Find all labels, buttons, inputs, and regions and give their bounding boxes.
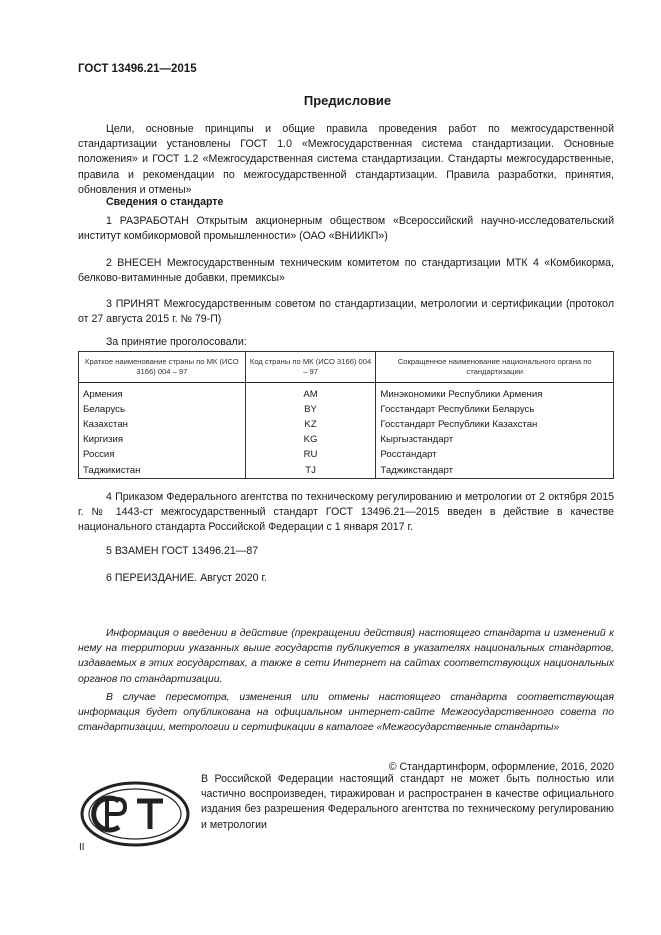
cell-code: RU <box>245 447 376 462</box>
item-2-submitted: 2 ВНЕСЕН Межгосударственным техническим комитетом по стандартизации МТК 4 «Комбикорма, белково-витаминные добавки, премиксы» <box>78 257 614 285</box>
item-3-adopted: 3 ПРИНЯТ Межгосударственным советом по стандартизации, метрологии и сертификации (протокол от 27 августа 2015 г. № 79-П) <box>78 298 614 326</box>
table-row <box>79 432 614 447</box>
col-header-code: Код страны по МК (ИСО 3166) 004 – 97 <box>245 352 376 383</box>
table-row <box>79 463 614 479</box>
info-note-1: Информация о введении в действие (прекращении действия) настоящего стандарта и изменений к нему на территории указанных выше государств публикуется в указателях национальных стандартов, издаваемых в этих государствах, а также в сети Интернет на сайтах соответствующих национальных органов по стандартизации. <box>78 628 614 685</box>
info-note-2: В случае пересмотра, изменения или отмены настоящего стандарта соответствующая информация будет опубликована на официальном интернет-сайте Межгосударственного совета по стандартизации, метрологии и сертификации в каталоге «Межгосударственные стандарты» <box>78 692 614 734</box>
doc-code-header: ГОСТ 13496.21—2015 <box>78 63 197 75</box>
cell-body: Кыргызстандарт <box>376 432 614 447</box>
cell-code: BY <box>245 402 376 417</box>
cell-body: Росстандарт <box>376 447 614 462</box>
notice-text: В Российской Федерации настоящий стандарт не может быть полностью или частично воспроизведен, тиражирован и распространен в качестве официального издания без разрешения Федерального агентства по техническому регулированию и метрологии <box>201 773 614 831</box>
table-row <box>79 387 614 402</box>
table-row <box>79 417 614 432</box>
logo-text: РСТ <box>135 841 137 842</box>
vote-table <box>78 351 614 479</box>
cell-body: Госстандарт Республики Беларусь <box>376 402 614 417</box>
item-4-enacted: 4 Приказом Федерального агентства по техническому регулированию и метрологии от 2 октября 2015 г. № 1443-ст межгосударственный стандарт ГОСТ 13496.21—2015 введен в действие в качестве национального стандарта Российской Федерации с 1 января 2017 г. <box>78 491 614 534</box>
item-1-developed: 1 РАЗРАБОТАН Открытым акционерным обществом «Всероссийский научно-исследовательский институт комбикормовой промышленности» (ОАО «ВНИИКП») <box>78 215 614 243</box>
reproduction-notice <box>201 772 614 833</box>
item-6-reissue: 6 ПЕРЕИЗДАНИЕ. Август 2020 г. <box>106 572 267 584</box>
cell-code: KZ <box>245 417 376 432</box>
table-row <box>79 447 614 462</box>
cell-country: Россия <box>79 447 246 462</box>
cell-country: Казахстан <box>79 417 246 432</box>
info-heading: Сведения о стандарте <box>106 196 224 208</box>
page-number: II <box>79 842 85 853</box>
page-title: Предисловие <box>303 93 392 108</box>
vote-table-header-row <box>79 352 614 383</box>
copyright: © Стандартинформ, оформление, 2016, 2020 <box>388 761 614 773</box>
table-row <box>79 402 614 417</box>
col-header-country: Краткое наименование страны по МК (ИСО 3166) 004 – 97 <box>79 352 246 383</box>
cell-body: Минэкономики Республики Армения <box>376 387 614 402</box>
cell-country: Таджикистан <box>79 463 246 479</box>
col-header-body: Сокращенное наименование национального органа по стандартизации <box>376 352 614 383</box>
rst-logo <box>79 781 191 847</box>
cell-body: Таджикстандарт <box>376 463 614 479</box>
cell-code: TJ <box>245 463 376 479</box>
item-5-replaces: 5 ВЗАМЕН ГОСТ 13496.21—87 <box>106 545 259 557</box>
intro-paragraph: Цели, основные принципы и общие правила проведения работ по межгосударственной стандартизации установлены ГОСТ 1.0 «Межгосударственная система стандартизации. Основные положения» и ГОСТ 1.2 «Межгосударственная система стандартизации. Стандарты межгосударственные, правила и рекомендации по межгосударственной стандартизации. Правила разработки, принятия, обновления и отмены» <box>78 123 614 196</box>
cell-code: AM <box>245 387 376 402</box>
cell-country: Армения <box>79 387 246 402</box>
vote-intro: За принятие проголосовали: <box>106 336 247 348</box>
cell-body: Госстандарт Республики Казахстан <box>376 417 614 432</box>
cell-code: KG <box>245 432 376 447</box>
cell-country: Киргизия <box>79 432 246 447</box>
cell-country: Беларусь <box>79 402 246 417</box>
